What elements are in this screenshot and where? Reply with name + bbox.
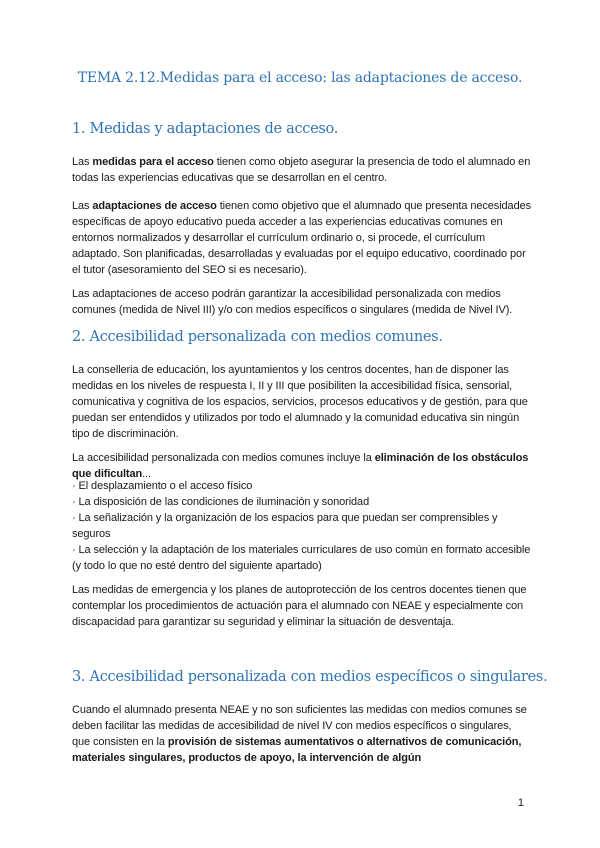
list-item: · La señalización y la organización de los espacios para que puedan ser comprensibles y seguros (72, 512, 498, 540)
section-2-paragraph-2: La accesibilidad personalizada con medios comunes incluye la eliminación de los obstáculos que dificultan... (72, 452, 529, 480)
section-1-paragraph-3: Las adaptaciones de acceso podrán garantizar la accesibilidad personalizada con medios comunes (medida de Nivel III) y/o con medios específicos o singulares (medida de Nivel IV). (72, 288, 513, 316)
section-heading-3: 3. Accesibilidad personalizada con medios específicos o singulares. (72, 669, 548, 685)
list-item: · La selección y la adaptación de los materiales curriculares de uso común en formato accesible (y todo lo que no esté dentro del siguiente apartado) (72, 544, 531, 572)
section-2-paragraph-1: La conselleria de educación, los ayuntamientos y los centros docentes, han de disponer las medidas en los niveles de respuesta I, II y III que posibiliten la accesibilidad física, sensorial, comunicativa y cognitiva de los espacios, servicios, procesos educativos y de gestión, para que puedan ser entendidos y utilizados por todo el alumnado y la comunidad educativa sin ningún tipo de discriminación. (72, 364, 528, 440)
document-title: TEMA 2.12.Medidas para el acceso: las adaptaciones de acceso. (77, 70, 523, 86)
obstacles-list (72, 478, 532, 574)
section-3-paragraph-1: Cuando el alumnado presenta NEAE y no son suficientes las medidas con medios comunes se deben facilitar las medidas de accesibilidad de nivel IV con medios específicos o singulares, que consisten en la provisión de sistemas aumentativos o alternativos de comunicación, materiales singulares, productos de apoyo, la intervención de algún (72, 704, 527, 764)
list-item: · El desplazamiento o el acceso físico (72, 480, 253, 492)
list-item: · La disposición de las condiciones de iluminación y sonoridad (72, 496, 370, 508)
section-heading-2: 2. Accesibilidad personalizada con medios comunes. (72, 329, 443, 345)
page-number: 1 (517, 797, 524, 809)
section-1-paragraph-2: Las adaptaciones de acceso tienen como objetivo que el alumnado que presenta necesidades específicas de apoyo educativo pueda acceder a las experiencias educativas comunes en entornos normalizados y desarrollar el currículum ordinario o, si procede, el currículum adaptado. Son planificadas, desarrolladas y evaluadas por el equipo educativo, coordinado por el tutor (asesoramiento del SEO si es necesario). (72, 200, 532, 276)
section-1-paragraph-1: Las medidas para el acceso tienen como objeto asegurar la presencia de todo el alumnado en todas las experiencias educativas que se desarrollan en el centro. (72, 156, 531, 184)
section-heading-1: 1. Medidas y adaptaciones de acceso. (72, 121, 339, 137)
section-2-closing-paragraph: Las medidas de emergencia y los planes de autoprotección de los centros docentes tienen que contemplar los procedimientos de actuación para el alumnado con NEAE y especialmente con discapacidad para garantizar su seguridad y eliminar la situación de desventaja. (72, 584, 527, 628)
